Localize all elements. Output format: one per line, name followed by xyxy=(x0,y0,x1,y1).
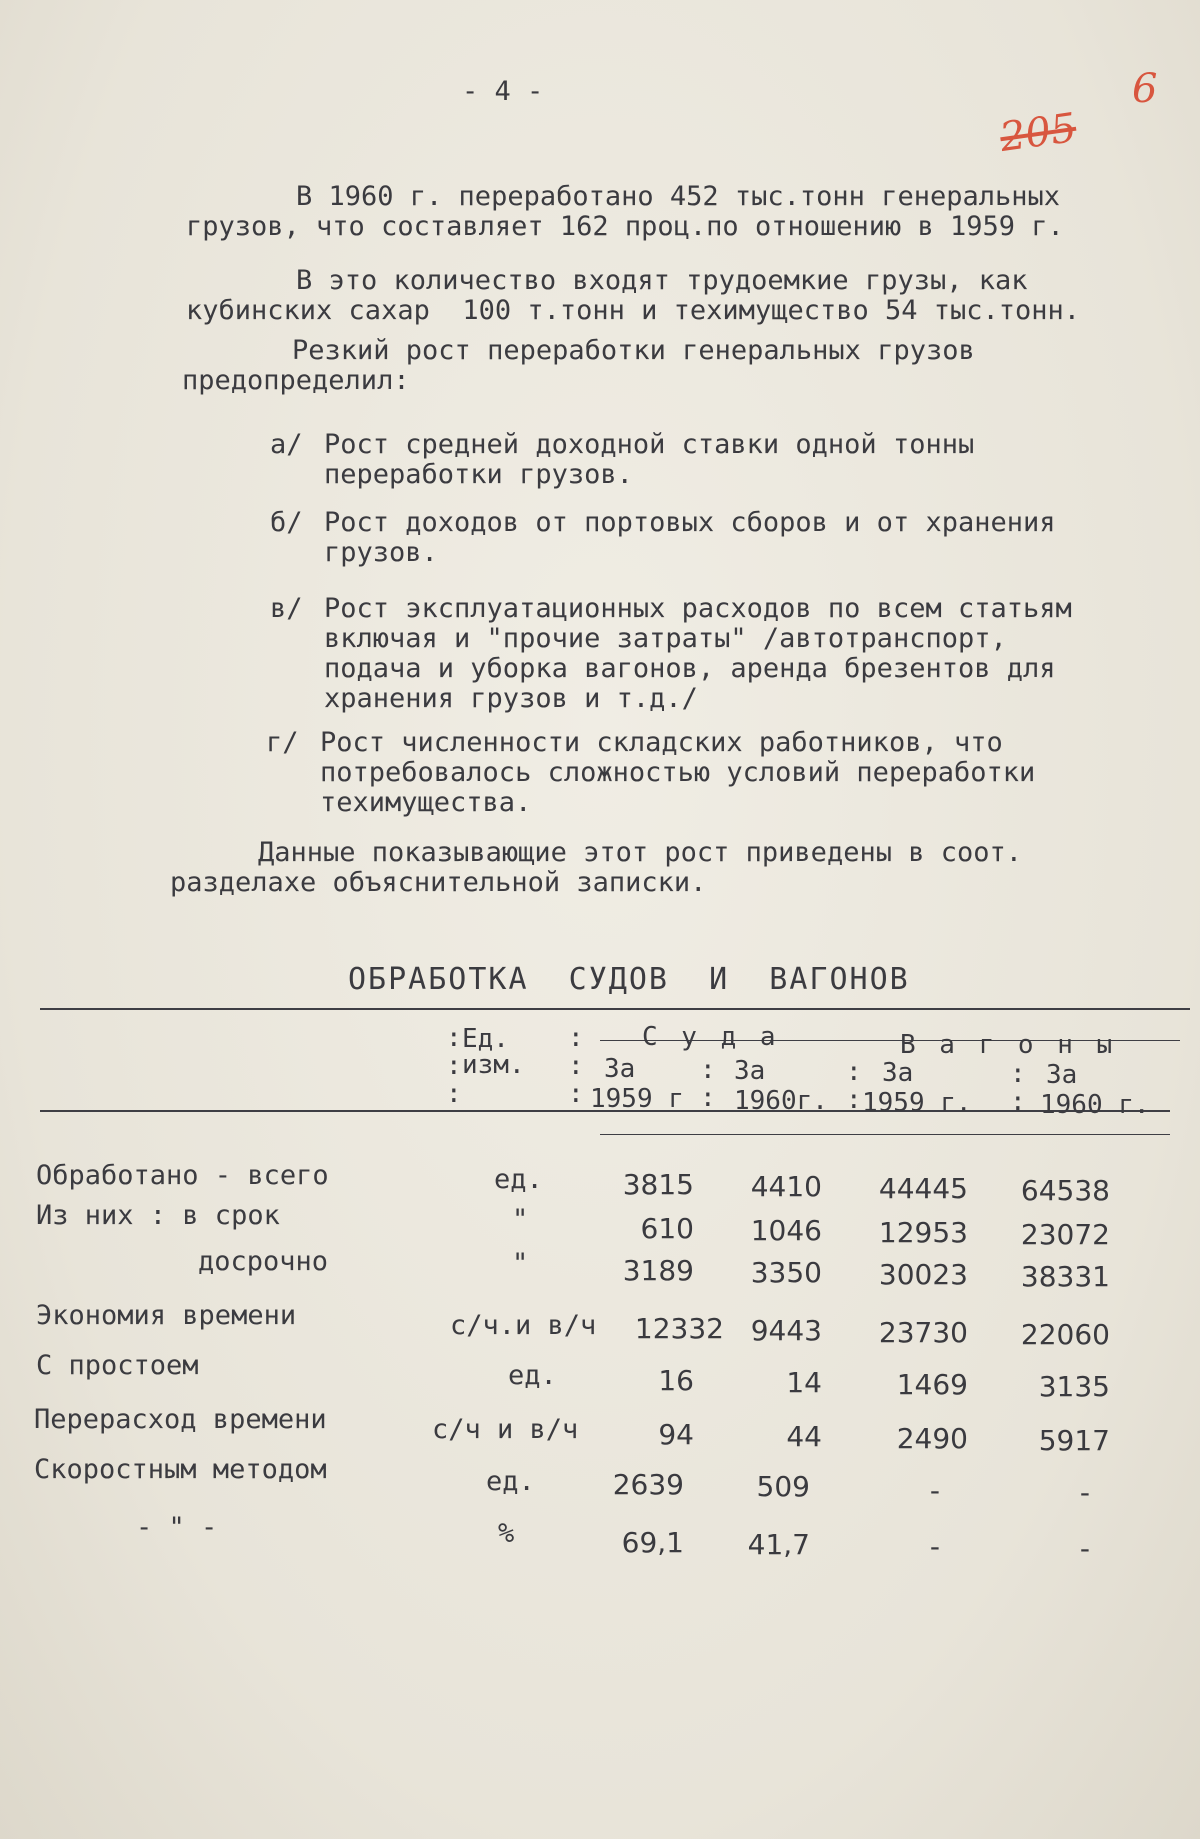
header-separator: : : : xyxy=(446,1023,462,1109)
table-row-unit: % xyxy=(498,1518,515,1549)
table-row-label: Экономия времени xyxy=(36,1300,297,1331)
table-cell: 64538 xyxy=(1020,1174,1110,1207)
header-za: За xyxy=(734,1056,766,1086)
table-cell: 3189 xyxy=(622,1254,694,1287)
table-row-label: Перерасход времени xyxy=(34,1404,327,1435)
table-cell: - xyxy=(929,1530,940,1563)
table-cell: 23730 xyxy=(878,1316,968,1349)
table-cell: 2490 xyxy=(896,1422,968,1455)
table-cell: 23072 xyxy=(1020,1218,1110,1251)
list-item-line: подача и уборка вагонов, аренда брезентов для xyxy=(324,653,1056,684)
table-cell: 30023 xyxy=(878,1258,968,1291)
table-cell: - xyxy=(1079,1476,1090,1509)
list-item-line: потребовалось сложностью условий переработки xyxy=(320,757,1036,788)
list-marker: а/ xyxy=(270,429,303,460)
table-row-label: С простоем xyxy=(36,1350,199,1381)
table-cell: 2639 xyxy=(612,1468,684,1501)
paragraph-line: разделахе объяснительной записки. xyxy=(170,867,707,898)
table-row-unit: с/ч и в/ч xyxy=(432,1414,579,1445)
table-row-label: - " - xyxy=(136,1512,218,1543)
table-cell: 1046 xyxy=(750,1214,822,1247)
table-row-label: Скоростным методом xyxy=(34,1454,327,1485)
table-row-unit: " xyxy=(512,1248,529,1279)
paragraph-2 xyxy=(186,266,1080,326)
table-cell: 12332 xyxy=(634,1312,724,1345)
table-row-unit: с/ч.и в/ч xyxy=(450,1310,597,1341)
header-za: За xyxy=(1046,1060,1078,1090)
header-group-wagons: В а г о н ы xyxy=(900,1030,1117,1060)
list-marker: в/ xyxy=(270,593,303,624)
header-group-ships: С у д а xyxy=(642,1022,780,1052)
paragraph-line: В 1960 г. переработано 452 тыс.тонн генеральных xyxy=(296,181,1061,212)
table-cell: 12953 xyxy=(878,1216,968,1249)
list-item-line: включая и "прочие затраты" /автотранспорт, xyxy=(324,623,1007,654)
table-rule-body xyxy=(600,1134,1170,1135)
header-za: За xyxy=(882,1058,914,1088)
header-separator: : : xyxy=(700,1055,716,1113)
table-cell: 44 xyxy=(786,1420,822,1453)
paragraph-1 xyxy=(186,182,1064,242)
list-item-line: Рост средней доходной ставки одной тонны xyxy=(324,429,975,460)
header-separator: : : xyxy=(846,1057,862,1115)
table-cell: 38331 xyxy=(1020,1260,1110,1293)
table-cell: 5917 xyxy=(1038,1424,1110,1457)
header-unit-line-2: изм. xyxy=(462,1050,525,1080)
header-wagons-1959: 1959 г. xyxy=(862,1088,972,1118)
table-cell: 69,1 xyxy=(621,1526,684,1559)
table-row-unit: ед. xyxy=(508,1360,557,1391)
list-item-line: техимущества. xyxy=(320,787,532,818)
table-cell: 44445 xyxy=(878,1172,968,1205)
list-item-line: грузов. xyxy=(324,537,438,568)
archive-sheet-number: 6 xyxy=(1132,66,1158,112)
archive-stamp-number: 205 xyxy=(997,104,1080,162)
header-ships-1959: 1959 г xyxy=(590,1084,684,1114)
table-cell: 509 xyxy=(756,1470,810,1503)
page-number: - 4 - xyxy=(462,76,544,107)
paragraph-line: В это количество входят трудоемкие грузы, как xyxy=(296,265,1028,296)
header-ships-1960: 1960г. xyxy=(734,1086,828,1116)
table-cell: 610 xyxy=(640,1212,694,1245)
list-item-line: переработки грузов. xyxy=(324,459,633,490)
table-row-unit: ед. xyxy=(486,1466,535,1497)
table-cell: 14 xyxy=(786,1366,822,1399)
table-cell: 94 xyxy=(658,1418,694,1451)
paragraph-4 xyxy=(170,838,1022,898)
list-item-line: Рост доходов от портовых сборов и от хранения xyxy=(324,507,1056,538)
table-cell: - xyxy=(929,1474,940,1507)
paragraph-3 xyxy=(182,336,975,396)
table-row-label: Обработано - всего xyxy=(36,1160,329,1191)
table-row-unit: " xyxy=(512,1204,529,1235)
table-row-unit: ед. xyxy=(494,1164,543,1195)
paragraph-line: кубинских сахар 100 т.тонн и техимущество 54 тыс.тонн. xyxy=(186,295,1081,326)
table-cell: 3815 xyxy=(622,1168,694,1201)
table-cell: 1469 xyxy=(896,1368,968,1401)
header-separator: : : xyxy=(1010,1059,1026,1117)
header-za: За xyxy=(604,1054,636,1084)
header-unit-line-1: Ед. xyxy=(462,1024,509,1054)
list-item-line: Рост численности складских работников, что xyxy=(320,727,1003,758)
table-rule-top xyxy=(40,1008,1190,1010)
table-cell: 16 xyxy=(658,1364,694,1397)
list-item-line: Рост эксплуатационных расходов по всем статьям xyxy=(324,593,1072,624)
paragraph-line: грузов, что составляет 162 проц.по отношению в 1959 г. xyxy=(186,211,1064,242)
table-cell: 9443 xyxy=(750,1314,822,1347)
table-cell: 4410 xyxy=(750,1170,822,1203)
table-title: ОБРАБОТКА СУДОВ И ВАГОНОВ xyxy=(348,962,910,997)
table-cell: - xyxy=(1079,1532,1090,1565)
table-cell: 41,7 xyxy=(747,1528,810,1561)
paragraph-line: Данные показывающие этот рост приведены в соот. xyxy=(258,837,1023,868)
list-item-line: хранения грузов и т.д./ xyxy=(324,683,698,714)
table-row-label: Из них : в срок xyxy=(36,1200,280,1231)
table-cell: 22060 xyxy=(1020,1318,1110,1351)
table-cell: 3135 xyxy=(1038,1370,1110,1403)
list-marker: б/ xyxy=(270,507,303,538)
table-row-label: досрочно xyxy=(198,1246,329,1277)
list-marker: г/ xyxy=(266,727,299,758)
paragraph-line: Резкий рост переработки генеральных грузов xyxy=(292,335,975,366)
table-cell: 3350 xyxy=(750,1256,822,1289)
header-separator: : : : xyxy=(568,1023,584,1109)
paragraph-line: предопределил: xyxy=(182,365,410,396)
header-wagons-1960: 1960 г. xyxy=(1040,1090,1150,1120)
